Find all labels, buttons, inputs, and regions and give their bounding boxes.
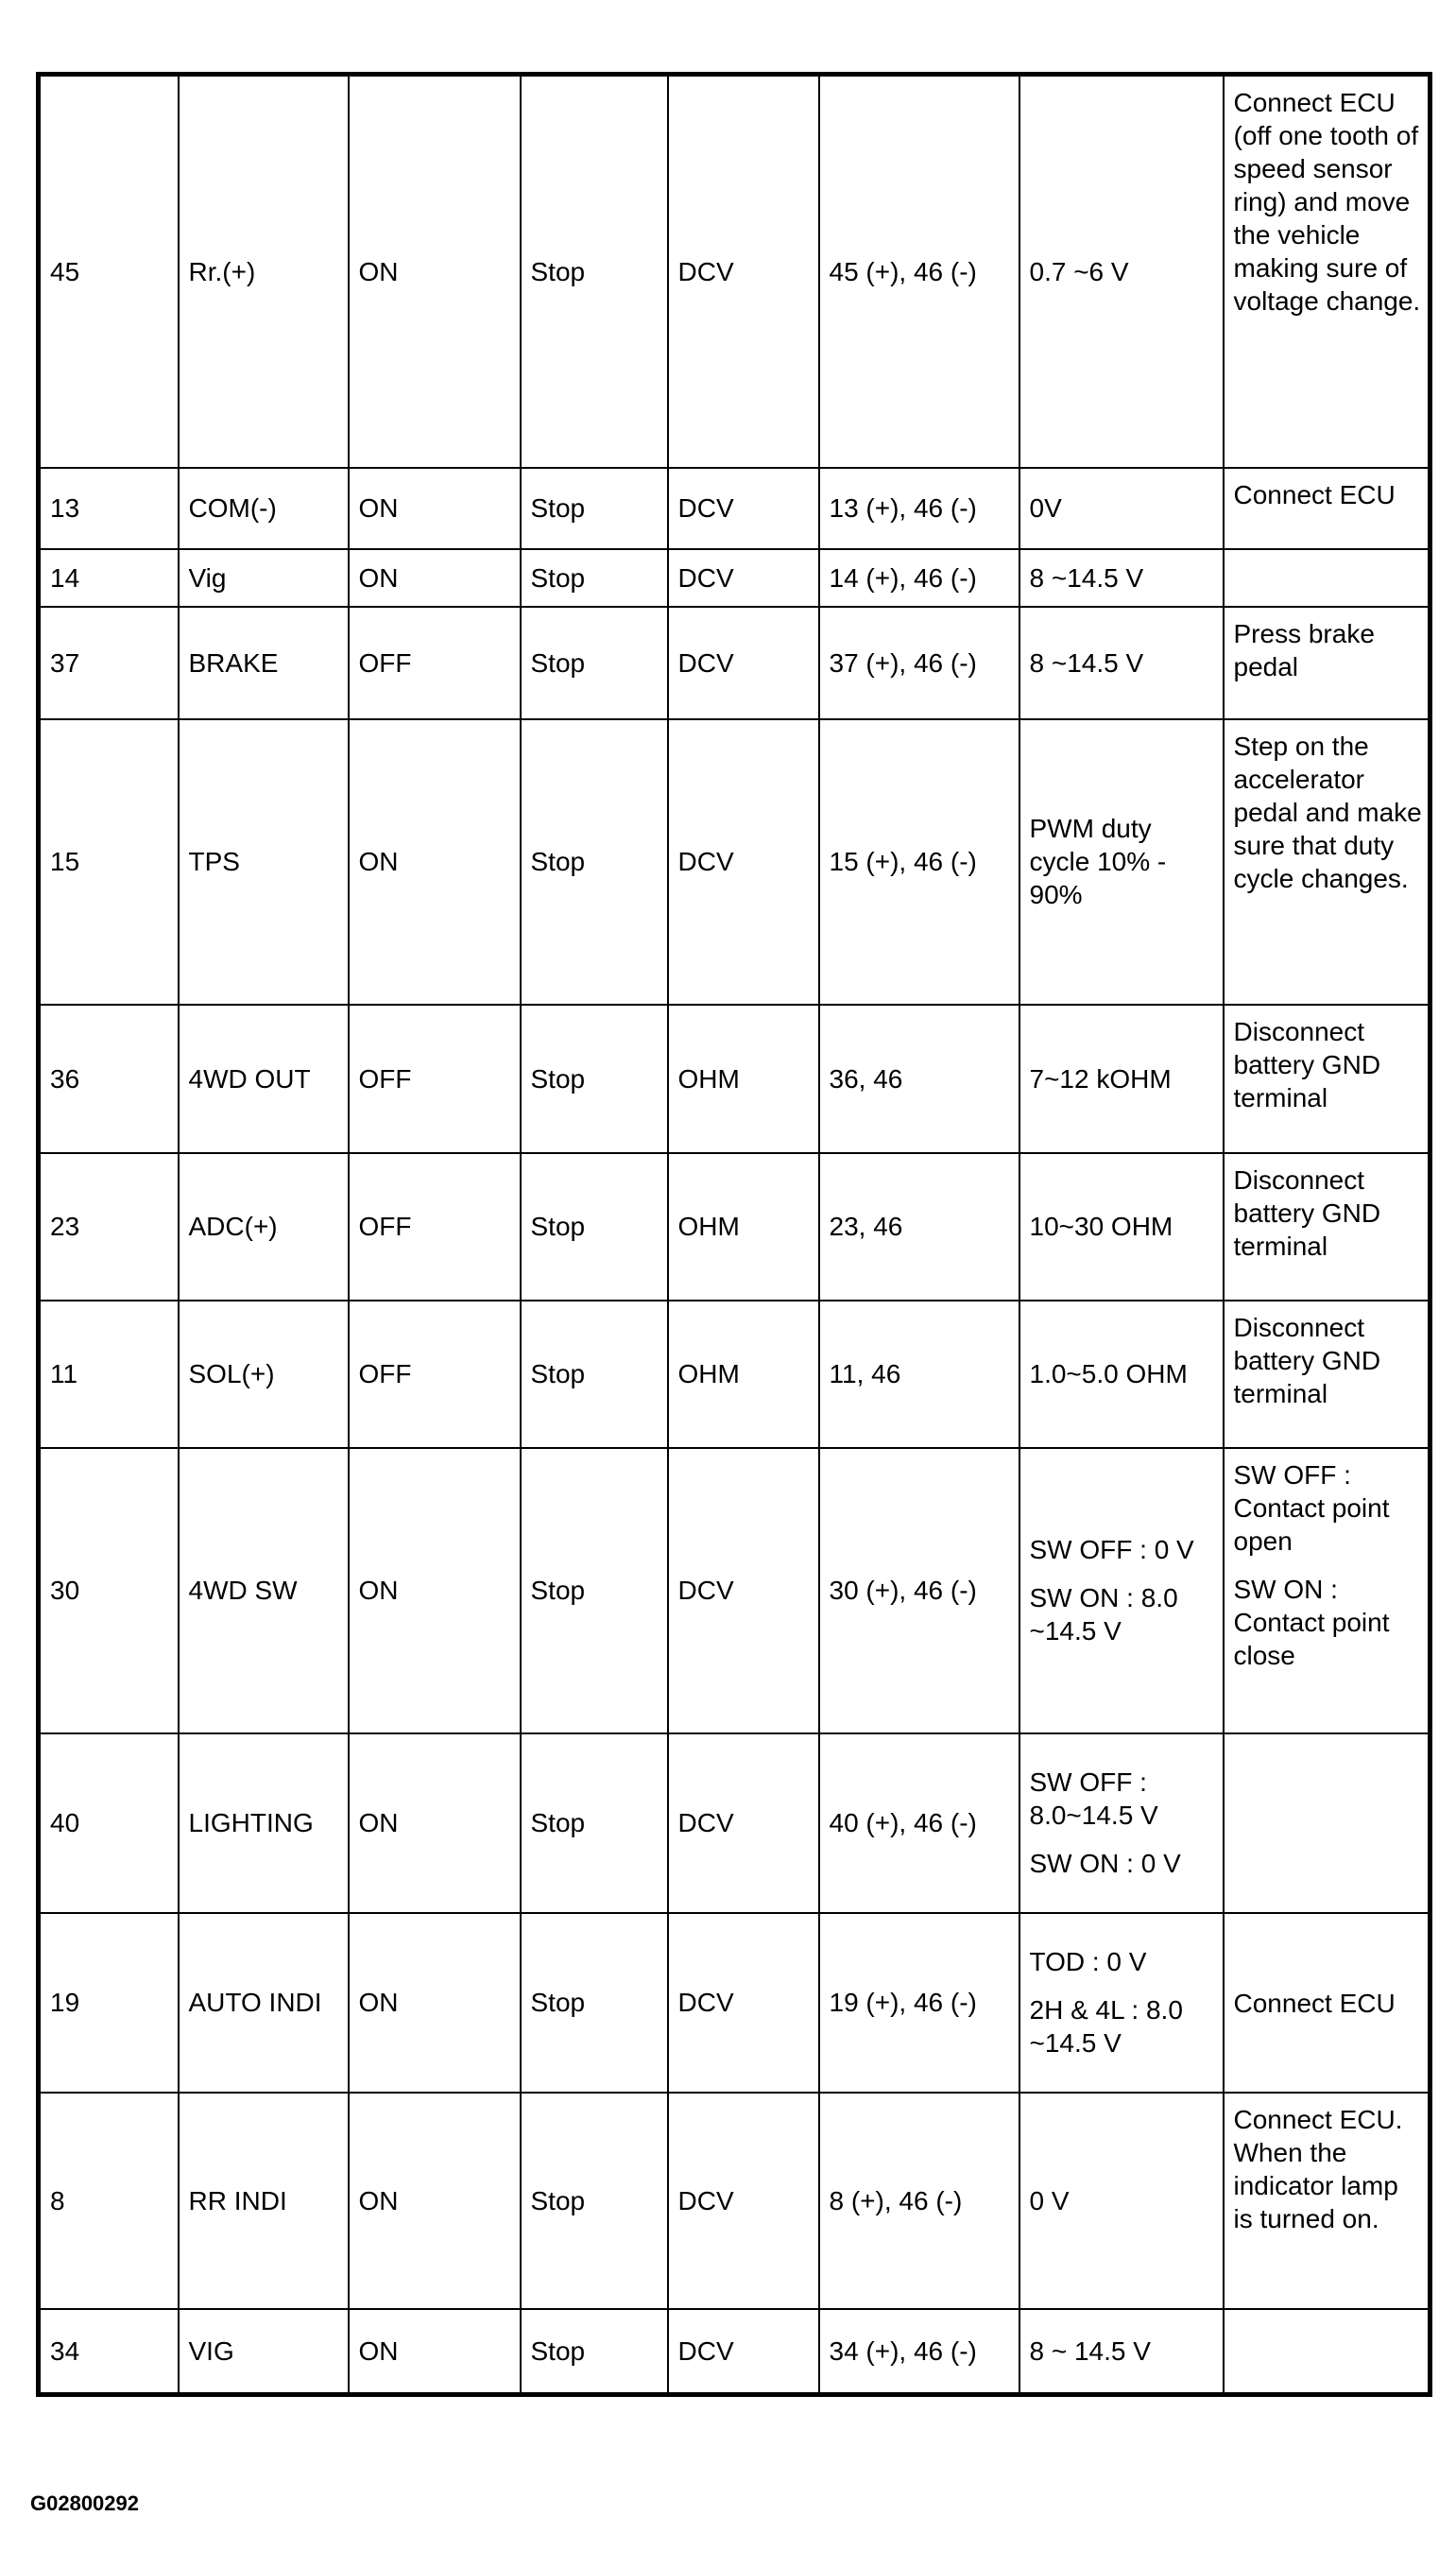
note-line: Step on the accelerator pedal and make sure that duty cycle changes. <box>1233 731 1422 893</box>
terminals-cell: 14 (+), 46 (-) <box>819 549 1019 607</box>
note-line: Disconnect battery GND terminal <box>1233 1312 1381 1408</box>
engine-cell: Stop <box>521 607 668 719</box>
figure-id: G02800292 <box>30 2491 139 2515</box>
engine-cell: Stop <box>521 1005 668 1153</box>
engine-cell: Stop <box>521 468 668 549</box>
spec-cell <box>1019 75 1224 468</box>
spec-line: SW ON : 8.0 ~14.5 V <box>1029 1583 1178 1646</box>
table-row <box>39 1153 1430 1301</box>
meter-mode-cell: DCV <box>668 719 819 1005</box>
ignition-cell: ON <box>349 1448 521 1733</box>
terminal-name-cell: 4WD OUT <box>179 1005 349 1153</box>
table-row <box>39 1301 1430 1448</box>
pin-cell: 37 <box>39 607 179 719</box>
note-line: SW ON : Contact point close <box>1233 1574 1390 1670</box>
terminals-cell: 37 (+), 46 (-) <box>819 607 1019 719</box>
terminal-name-cell: BRAKE <box>179 607 349 719</box>
terminals-cell: 34 (+), 46 (-) <box>819 2309 1019 2395</box>
meter-mode-cell: DCV <box>668 1733 819 1913</box>
spec-cell <box>1019 1733 1224 1913</box>
note-line: Connect ECU <box>1233 1989 1396 2018</box>
note-cell <box>1224 1301 1430 1448</box>
note-line: SW OFF : Contact point open <box>1233 1459 1390 1556</box>
ignition-cell: ON <box>349 468 521 549</box>
spec-line: PWM duty cycle 10% - 90% <box>1029 814 1167 909</box>
terminals-cell: 15 (+), 46 (-) <box>819 719 1019 1005</box>
terminal-name-cell: 4WD SW <box>179 1448 349 1733</box>
spec-cell <box>1019 2309 1224 2395</box>
engine-cell: Stop <box>521 549 668 607</box>
terminals-cell: 23, 46 <box>819 1153 1019 1301</box>
note-cell <box>1224 719 1430 1005</box>
spec-cell <box>1019 468 1224 549</box>
spec-line: 2H & 4L : 8.0 ~14.5 V <box>1029 1995 1183 2058</box>
engine-cell: Stop <box>521 719 668 1005</box>
note-cell <box>1224 2093 1430 2309</box>
terminal-name-cell: SOL(+) <box>179 1301 349 1448</box>
meter-mode-cell: DCV <box>668 75 819 468</box>
pin-cell: 34 <box>39 2309 179 2395</box>
pin-cell: 36 <box>39 1005 179 1153</box>
ignition-cell: OFF <box>349 1301 521 1448</box>
spec-cell <box>1019 607 1224 719</box>
terminal-name-cell: AUTO INDI <box>179 1913 349 2093</box>
spec-line: 8 ~14.5 V <box>1029 562 1144 593</box>
pin-cell: 13 <box>39 468 179 549</box>
note-cell <box>1224 75 1430 468</box>
spec-cell <box>1019 1448 1224 1733</box>
spec-cell <box>1019 549 1224 607</box>
terminal-name-cell: RR INDI <box>179 2093 349 2309</box>
table-row <box>39 75 1430 468</box>
note-cell <box>1224 1448 1430 1733</box>
table-row <box>39 1913 1430 2093</box>
pin-cell: 15 <box>39 719 179 1005</box>
table-row <box>39 1448 1430 1733</box>
terminals-cell: 11, 46 <box>819 1301 1019 1448</box>
note-line: Connect ECU. When the indicator lamp is turned on. <box>1233 2104 1403 2233</box>
note-line: Connect ECU <box>1233 479 1396 509</box>
terminals-cell: 36, 46 <box>819 1005 1019 1153</box>
spec-cell <box>1019 1005 1224 1153</box>
engine-cell: Stop <box>521 75 668 468</box>
spec-line: SW OFF : 0 V <box>1029 1535 1194 1564</box>
ignition-cell: ON <box>349 1733 521 1913</box>
ignition-cell: ON <box>349 75 521 468</box>
terminal-name-cell: VIG <box>179 2309 349 2395</box>
pin-cell: 11 <box>39 1301 179 1448</box>
note-cell <box>1224 1733 1430 1913</box>
pin-cell: 8 <box>39 2093 179 2309</box>
meter-mode-cell: DCV <box>668 1913 819 2093</box>
ignition-cell: OFF <box>349 607 521 719</box>
terminal-name-cell: COM(-) <box>179 468 349 549</box>
table-row <box>39 549 1430 607</box>
spec-cell <box>1019 2093 1224 2309</box>
terminals-cell: 45 (+), 46 (-) <box>819 75 1019 468</box>
terminals-cell: 30 (+), 46 (-) <box>819 1448 1019 1733</box>
terminal-name-cell: Rr.(+) <box>179 75 349 468</box>
pin-cell: 23 <box>39 1153 179 1301</box>
meter-mode-cell: OHM <box>668 1301 819 1448</box>
ignition-cell: ON <box>349 549 521 607</box>
table-row <box>39 2093 1430 2309</box>
engine-cell: Stop <box>521 1153 668 1301</box>
spec-line: 8 ~ 14.5 V <box>1029 2336 1151 2366</box>
terminal-name-cell: ADC(+) <box>179 1153 349 1301</box>
meter-mode-cell: DCV <box>668 1448 819 1733</box>
ignition-cell: OFF <box>349 1153 521 1301</box>
terminal-name-cell: Vig <box>179 549 349 607</box>
meter-mode-cell: DCV <box>668 2309 819 2395</box>
note-cell <box>1224 1153 1430 1301</box>
table-row <box>39 1005 1430 1153</box>
ignition-cell: ON <box>349 2309 521 2395</box>
table-body <box>39 75 1430 2395</box>
meter-mode-cell: OHM <box>668 1153 819 1301</box>
note-cell <box>1224 607 1430 719</box>
terminal-name-cell: TPS <box>179 719 349 1005</box>
table-row <box>39 1733 1430 1913</box>
terminals-cell: 8 (+), 46 (-) <box>819 2093 1019 2309</box>
spec-line: 0 V <box>1029 2185 1070 2215</box>
note-cell <box>1224 468 1430 549</box>
note-cell <box>1224 2309 1430 2395</box>
ignition-cell: ON <box>349 719 521 1005</box>
note-line: Press brake pedal <box>1233 618 1375 681</box>
spec-line: 0.7 ~6 V <box>1029 256 1129 286</box>
spec-line: SW ON : 0 V <box>1029 1849 1181 1878</box>
spec-cell <box>1019 1153 1224 1301</box>
terminal-name-cell: LIGHTING <box>179 1733 349 1913</box>
spec-cell <box>1019 719 1224 1005</box>
engine-cell: Stop <box>521 2093 668 2309</box>
meter-mode-cell: DCV <box>668 549 819 607</box>
terminal-inspection-table <box>36 72 1432 2397</box>
spec-cell <box>1019 1913 1224 2093</box>
meter-mode-cell: OHM <box>668 1005 819 1153</box>
ignition-cell: ON <box>349 2093 521 2309</box>
ignition-cell: ON <box>349 1913 521 2093</box>
pin-cell: 30 <box>39 1448 179 1733</box>
table-row <box>39 607 1430 719</box>
engine-cell: Stop <box>521 1913 668 2093</box>
meter-mode-cell: DCV <box>668 468 819 549</box>
table-row <box>39 2309 1430 2395</box>
spec-line: 7~12 kOHM <box>1029 1063 1172 1094</box>
engine-cell: Stop <box>521 1301 668 1448</box>
pin-cell: 45 <box>39 75 179 468</box>
spec-line: 10~30 OHM <box>1029 1212 1173 1241</box>
meter-mode-cell: DCV <box>668 2093 819 2309</box>
table-row <box>39 719 1430 1005</box>
pin-cell: 19 <box>39 1913 179 2093</box>
table-row <box>39 468 1430 549</box>
ignition-cell: OFF <box>349 1005 521 1153</box>
meter-mode-cell: DCV <box>668 607 819 719</box>
pin-cell: 14 <box>39 549 179 607</box>
engine-cell: Stop <box>521 1448 668 1733</box>
spec-line: SW OFF : 8.0~14.5 V <box>1029 1767 1158 1830</box>
engine-cell: Stop <box>521 2309 668 2395</box>
spec-line: 0V <box>1029 493 1062 523</box>
note-line: Connect ECU (off one tooth of speed sensor ring) and move the vehicle making sure of voltage change. <box>1233 88 1421 316</box>
spec-cell <box>1019 1301 1224 1448</box>
spec-line: TOD : 0 V <box>1029 1947 1147 1976</box>
terminals-cell: 40 (+), 46 (-) <box>819 1733 1019 1913</box>
note-line: Disconnect battery GND terminal <box>1233 1016 1381 1112</box>
terminals-cell: 19 (+), 46 (-) <box>819 1913 1019 2093</box>
terminals-cell: 13 (+), 46 (-) <box>819 468 1019 549</box>
spec-line: 8 ~14.5 V <box>1029 647 1144 678</box>
engine-cell: Stop <box>521 1733 668 1913</box>
pin-cell: 40 <box>39 1733 179 1913</box>
note-cell <box>1224 1005 1430 1153</box>
spec-line: 1.0~5.0 OHM <box>1029 1359 1188 1388</box>
note-cell <box>1224 549 1430 607</box>
note-cell <box>1224 1913 1430 2093</box>
note-line: Disconnect battery GND terminal <box>1233 1164 1381 1261</box>
